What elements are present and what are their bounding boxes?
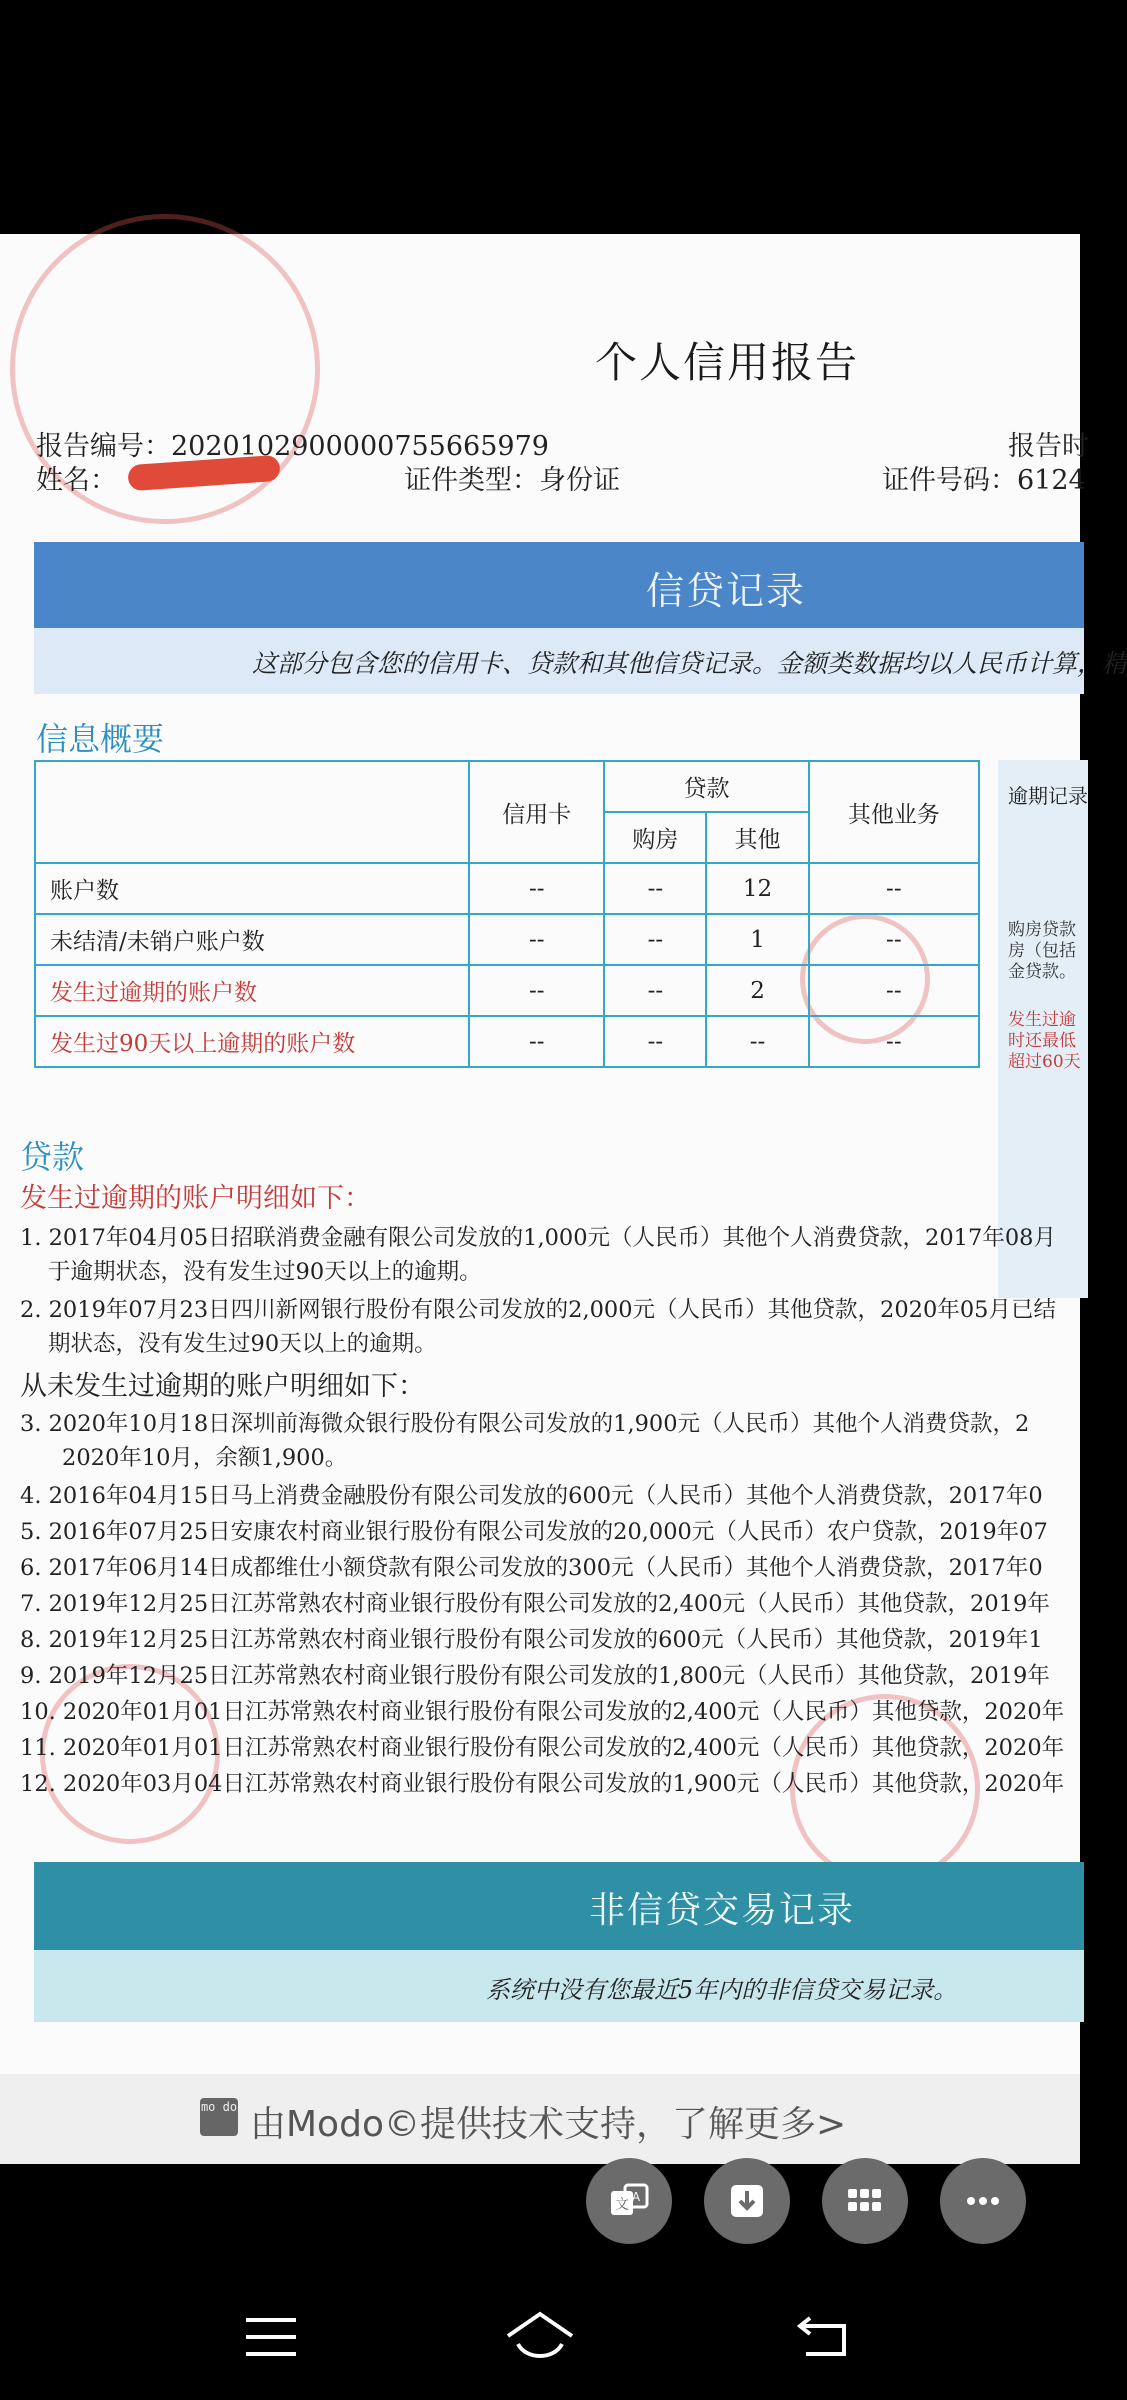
overdue-header: 发生过逾期的账户明细如下： xyxy=(20,1183,371,1214)
grid-menu-button[interactable] xyxy=(822,2158,908,2244)
table-row xyxy=(35,863,979,914)
list-item: 7. 2019年12月25日江苏常熟农村商业银行股份有限公司发放的2,400元（人民币）其他贷款，2019年 xyxy=(20,1591,1050,1617)
row-label: 账户数 xyxy=(35,863,469,914)
overdue-side-panel xyxy=(998,760,1088,1298)
table-row xyxy=(35,965,979,1016)
list-item: 11. 2020年01月01日江苏常熟农村商业银行股份有限公司发放的2,400元（人民币）其他贷款，2020年 xyxy=(20,1735,1065,1761)
list-item: 4. 2016年04月15日马上消费金融股份有限公司发放的600元（人民币）其他个人消费贷款，2017年0 xyxy=(20,1483,1043,1509)
cell: -- xyxy=(604,914,706,965)
id-type: 证件类型：身份证 xyxy=(404,465,620,496)
list-item: 1. 2017年04月05日招联消费金融有限公司发放的1,000元（人民币）其他个人消费贷款，2017年08月 xyxy=(20,1225,1056,1251)
cell: -- xyxy=(809,1016,979,1067)
modo-footer-text[interactable]: 由Modo©提供技术支持，了解更多> xyxy=(250,2104,847,2145)
normal-header: 从未发生过逾期的账户明细如下： xyxy=(20,1371,425,1402)
table-row xyxy=(35,914,979,965)
list-item: 5. 2016年07月25日安康农村商业银行股份有限公司发放的20,000元（人民币）农户贷款，2019年07 xyxy=(20,1519,1048,1545)
cell: -- xyxy=(469,914,604,965)
modo-footer-banner[interactable] xyxy=(0,2074,1080,2164)
cell: 2 xyxy=(706,965,808,1016)
table-row xyxy=(35,1016,979,1067)
list-item: 12. 2020年03月04日江苏常熟农村商业银行股份有限公司发放的1,900元（人民币）其他贷款，2020年 xyxy=(20,1771,1065,1797)
cell: -- xyxy=(604,1016,706,1067)
row-label: 未结清/未销户账户数 xyxy=(35,914,469,965)
credit-report-document[interactable] xyxy=(0,234,1127,2074)
download-icon xyxy=(727,2181,767,2221)
report-time-label: 报告时 xyxy=(1008,431,1089,462)
side-text-1: 购房贷款房（包括金贷款。 xyxy=(1008,920,1076,982)
cell: -- xyxy=(706,1016,808,1067)
summary-title: 信息概要 xyxy=(36,720,165,758)
side-title: 逾期记录 xyxy=(1008,784,1088,808)
cell: -- xyxy=(469,965,604,1016)
back-icon[interactable] xyxy=(794,2312,850,2360)
list-item: 3. 2020年10月18日深圳前海微众银行股份有限公司发放的1,900元（人民币）其他个人消费贷款，2 xyxy=(20,1411,1030,1437)
credit-section-banner xyxy=(34,542,1084,628)
row-label: 发生过逾期的账户数 xyxy=(35,965,469,1016)
report-title: 个人信用报告 xyxy=(595,338,860,387)
cell: -- xyxy=(604,863,706,914)
grid-icon xyxy=(845,2181,885,2221)
summary-table xyxy=(34,760,980,1068)
credit-section-title: 信贷记录 xyxy=(646,569,807,613)
header-other-business: 其他业务 xyxy=(809,761,979,863)
modo-logo-icon: mo do xyxy=(200,2098,238,2136)
list-item: 6. 2017年06月14日成都维仕小额贷款有限公司发放的300元（人民币）其他个人消费贷款，2017年0 xyxy=(20,1555,1043,1581)
list-item-cont: 于逾期状态，没有发生过90天以上的逾期。 xyxy=(48,1259,482,1285)
row-label: 发生过90天以上逾期的账户数 xyxy=(35,1016,469,1067)
header-other: 其他 xyxy=(706,812,808,863)
list-item-cont: 期状态，没有发生过90天以上的逾期。 xyxy=(48,1331,437,1357)
noncredit-section-banner xyxy=(34,1862,1084,1950)
side-text-2: 发生过逾时还最低超过60天 xyxy=(1008,1010,1081,1072)
credit-section-subtitle: 这部分包含您的信用卡、贷款和其他信贷记录。金额类数据均以人民币计算，精 xyxy=(252,649,1127,678)
download-button[interactable] xyxy=(704,2158,790,2244)
svg-text:A: A xyxy=(631,2190,641,2204)
list-item: 9. 2019年12月25日江苏常熟农村商业银行股份有限公司发放的1,800元（人民币）其他贷款，2019年 xyxy=(20,1663,1050,1689)
credit-section-subtitle-bar xyxy=(34,628,1127,694)
noncredit-subtitle-bar xyxy=(34,1950,1084,2022)
name-label: 姓名： xyxy=(36,465,117,496)
cell: -- xyxy=(809,914,979,965)
cell: -- xyxy=(604,965,706,1016)
list-item: 10. 2020年01月01日江苏常熟农村商业银行股份有限公司发放的2,400元（人民币）其他贷款，2020年 xyxy=(20,1699,1065,1725)
loans-title: 贷款 xyxy=(20,1138,85,1176)
list-item: 2. 2019年07月23日四川新网银行股份有限公司发放的2,000元（人民币）其他贷款，2020年05月已结 xyxy=(20,1297,1056,1323)
cell: -- xyxy=(469,863,604,914)
header-empty xyxy=(35,761,469,863)
translate-icon xyxy=(609,2181,649,2221)
list-item-cont: 2020年10月，余额1,900。 xyxy=(62,1445,348,1471)
cell: -- xyxy=(809,965,979,1016)
cell: -- xyxy=(809,863,979,914)
menu-icon[interactable] xyxy=(244,2314,298,2360)
svg-text:文: 文 xyxy=(615,2197,629,2213)
cell: -- xyxy=(469,1016,604,1067)
header-house: 购房 xyxy=(604,812,706,863)
noncredit-section-title: 非信贷交易记录 xyxy=(589,1890,856,1931)
noncredit-subtitle: 系统中没有您最近5年内的非信贷交易记录。 xyxy=(486,1976,958,2004)
more-button[interactable] xyxy=(940,2158,1026,2244)
home-icon[interactable] xyxy=(504,2310,576,2364)
cell: 1 xyxy=(706,914,808,965)
report-number: 报告编号：2020102900000755665979 xyxy=(36,431,549,462)
translate-button[interactable] xyxy=(586,2158,672,2244)
header-loan: 贷款 xyxy=(604,761,808,812)
list-item: 8. 2019年12月25日江苏常熟农村商业银行股份有限公司发放的600元（人民币）其他贷款，2019年1 xyxy=(20,1627,1043,1653)
more-icon xyxy=(963,2181,1003,2221)
cell: 12 xyxy=(706,863,808,914)
header-credit-card: 信用卡 xyxy=(469,761,604,863)
id-number: 证件号码：6124 xyxy=(882,465,1086,496)
